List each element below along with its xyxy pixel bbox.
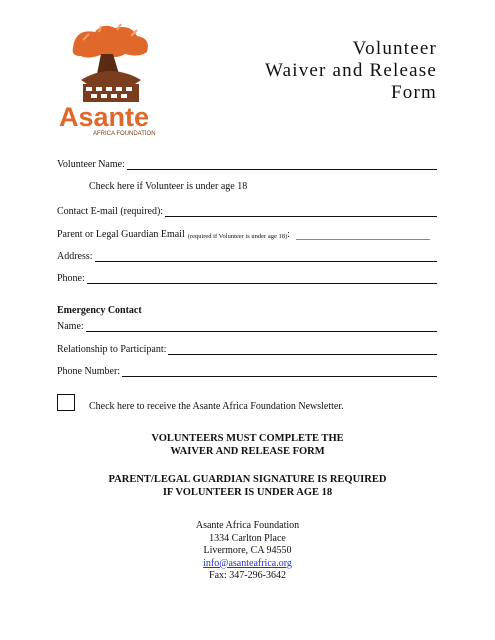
volunteer-name-field[interactable] bbox=[127, 159, 437, 170]
guardian-email-field[interactable] bbox=[296, 229, 430, 240]
phone-label: Phone: bbox=[57, 273, 85, 284]
guardian-notice-line-2: IF VOLUNTEER IS UNDER AGE 18 bbox=[162, 487, 333, 498]
volunteer-name-row bbox=[57, 157, 437, 170]
contact-email-field[interactable] bbox=[165, 206, 437, 217]
address-label: Address: bbox=[57, 251, 93, 262]
guardian-email-label: Parent or Legal Guardian Email bbox=[57, 229, 185, 240]
baobab-tree-icon bbox=[55, 18, 165, 136]
completion-notice-line-2: WAIVER AND RELEASE FORM bbox=[170, 446, 325, 457]
footer-address bbox=[0, 520, 495, 583]
contact-email-row bbox=[57, 204, 437, 217]
newsletter-checkbox[interactable] bbox=[57, 394, 75, 411]
guardian-signature-notice bbox=[0, 473, 495, 499]
address-field[interactable] bbox=[95, 251, 437, 262]
svg-text:AFRICA FOUNDATION: AFRICA FOUNDATION bbox=[93, 131, 156, 136]
under-age-check-label[interactable]: Check here if Volunteer is under age 18 bbox=[89, 181, 248, 192]
footer-email-link[interactable]: info@asanteafrica.org bbox=[203, 557, 292, 569]
emergency-contact-heading: Emergency Contact bbox=[57, 305, 142, 316]
footer-street: 1334 Carlton Place bbox=[209, 532, 286, 544]
completion-notice bbox=[0, 432, 495, 458]
emergency-phone-field[interactable] bbox=[122, 366, 437, 377]
title-line-1: Volunteer bbox=[352, 38, 437, 59]
asante-logo bbox=[55, 18, 165, 136]
title-line-3: Form bbox=[391, 82, 437, 103]
footer-org: Asante Africa Foundation bbox=[195, 520, 300, 531]
relationship-row bbox=[57, 342, 437, 355]
emergency-name-label: Name: bbox=[57, 321, 84, 332]
phone-field[interactable] bbox=[87, 273, 437, 284]
relationship-field[interactable] bbox=[168, 344, 437, 355]
footer-fax: Fax: 347-296-3642 bbox=[209, 570, 286, 581]
emergency-phone-label: Phone Number: bbox=[57, 366, 121, 377]
emergency-name-row bbox=[57, 319, 437, 332]
emergency-phone-row bbox=[57, 364, 437, 377]
svg-text:Asante: Asante bbox=[59, 102, 150, 132]
address-row bbox=[57, 249, 437, 262]
guardian-email-note: (required if Volunteer is under age 18) bbox=[187, 233, 288, 240]
contact-email-label: Contact E-mail (required): bbox=[57, 206, 164, 217]
newsletter-check-label: Check here to receive the Asante Africa Foundation Newsletter. bbox=[89, 401, 344, 412]
volunteer-name-label: Volunteer Name: bbox=[57, 159, 125, 170]
guardian-email-row bbox=[57, 227, 433, 240]
relationship-label: Relationship to Participant: bbox=[57, 344, 167, 355]
form-title bbox=[265, 38, 437, 104]
completion-notice-line-1: VOLUNTEERS MUST COMPLETE THE bbox=[151, 433, 344, 444]
guardian-email-colon: : bbox=[287, 229, 290, 240]
phone-row bbox=[57, 271, 437, 284]
guardian-notice-line-1: PARENT/LEGAL GUARDIAN SIGNATURE IS REQUIRED bbox=[108, 474, 387, 485]
footer-city: Livermore, CA 94550 bbox=[203, 545, 292, 556]
emergency-name-field[interactable] bbox=[86, 321, 437, 332]
title-line-2: Waiver and Release bbox=[265, 60, 437, 81]
